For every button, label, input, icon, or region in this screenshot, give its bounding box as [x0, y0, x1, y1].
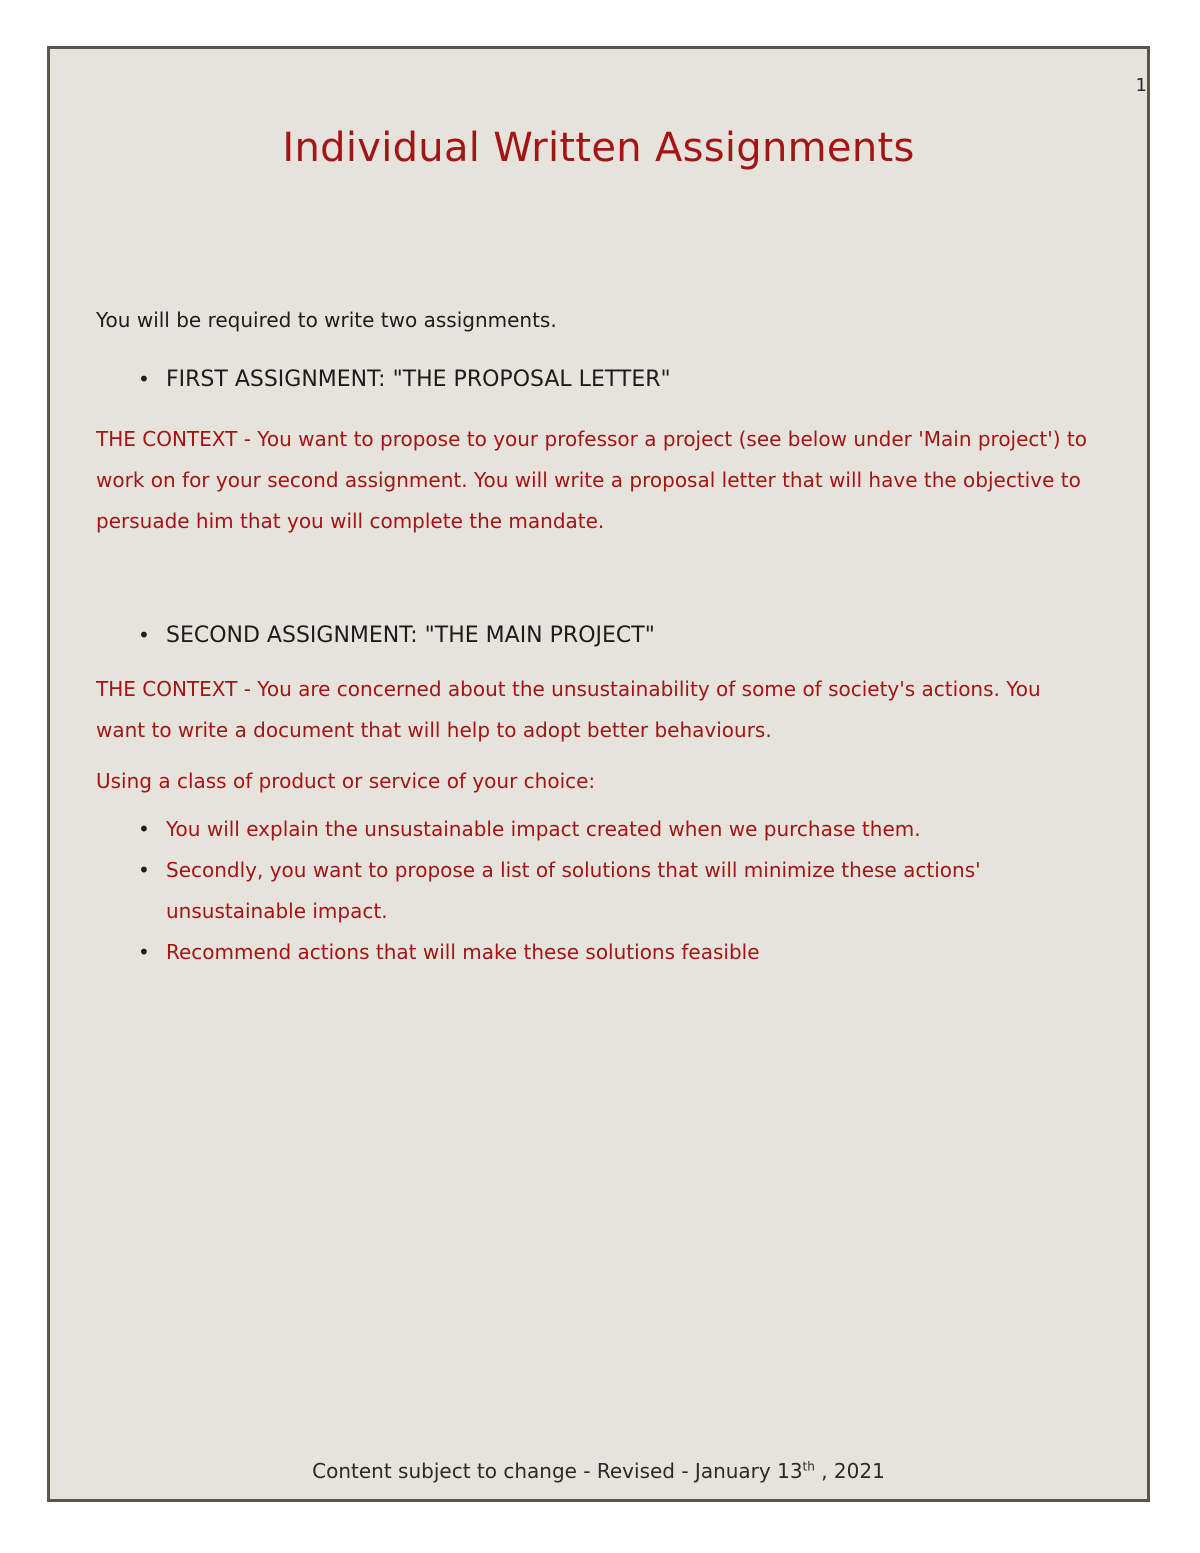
list-item: [138, 809, 1096, 850]
first-assignment-heading-text: FIRST ASSIGNMENT: "THE PROPOSAL LETTER": [166, 367, 671, 392]
list-item: [138, 932, 1096, 973]
list-item-text: You will explain the unsustainable impact created when we purchase them.: [166, 817, 921, 841]
footer-superscript: th: [802, 1459, 815, 1474]
bullet-icon: •: [138, 817, 150, 841]
intro-text: You will be required to write two assignments.: [96, 308, 557, 332]
second-assignment-context: THE CONTEXT - You are concerned about the unsustainability of some of society's actions. You want to write a document that will help to adopt better behaviours.: [96, 677, 1041, 742]
bullet-icon: •: [138, 858, 150, 882]
footer-year: , 2021: [814, 1459, 885, 1483]
second-assignment-heading: [96, 620, 1096, 651]
page-number: 1: [1135, 75, 1147, 96]
document-body: [96, 306, 1096, 973]
first-assignment-context: THE CONTEXT - You want to propose to your professor a project (see below under 'Main project') to work on for your second assignment. You will write a proposal letter that will have the objective to persuade him that you will complete the mandate.: [96, 427, 1087, 533]
bullet-icon: •: [138, 940, 150, 964]
page-footer: [50, 1459, 1147, 1483]
first-assignment-heading: [96, 364, 1096, 395]
second-assignment-list: [96, 809, 1096, 973]
list-item-text: Secondly, you want to propose a list of solutions that will minimize these actions' unsustainable impact.: [166, 858, 981, 923]
footer-text: Content subject to change - Revised - January 13: [312, 1459, 803, 1483]
second-assignment-heading-text: SECOND ASSIGNMENT: "THE MAIN PROJECT": [166, 623, 655, 648]
list-item: [138, 850, 1096, 932]
document-page: [47, 46, 1150, 1502]
second-assignment-lead: Using a class of product or service of your choice:: [96, 769, 596, 793]
bullet-icon: •: [138, 623, 150, 647]
bullet-icon: •: [138, 367, 150, 391]
list-item-text: Recommend actions that will make these solutions feasible: [166, 940, 760, 964]
page-title: Individual Written Assignments: [282, 125, 915, 171]
